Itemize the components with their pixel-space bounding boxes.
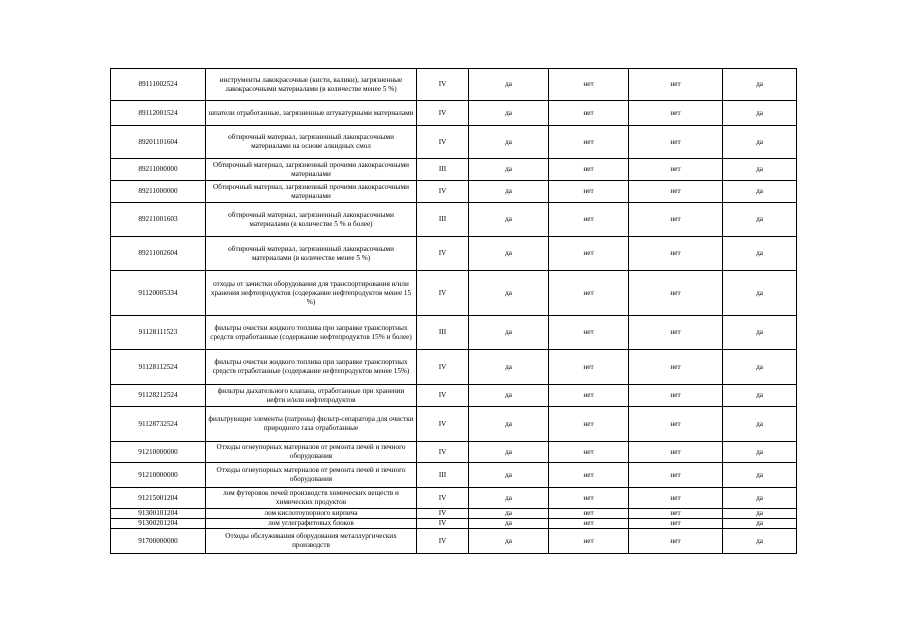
waste-code-cell: 91128111523 — [111, 316, 206, 350]
column-5-cell: нет — [549, 509, 629, 519]
hazard-class-cell: IV — [417, 385, 469, 407]
column-7-cell: да — [723, 126, 797, 159]
table-row — [111, 350, 797, 385]
column-7-cell: да — [723, 509, 797, 519]
column-5-cell: нет — [549, 529, 629, 554]
hazard-class-cell: IV — [417, 488, 469, 509]
hazard-class-cell: IV — [417, 271, 469, 316]
waste-name-cell: обтирочный материал, загрязненный лакокрасочными материалами на основе алкидных смол — [206, 126, 417, 159]
hazard-class-cell: IV — [417, 509, 469, 519]
table-row — [111, 488, 797, 509]
hazard-class-cell: III — [417, 316, 469, 350]
waste-name-cell: шпатели отработанные, загрязненные штукатурными материалами — [206, 101, 417, 126]
column-5-cell: нет — [549, 69, 629, 101]
column-4-cell: да — [469, 69, 549, 101]
column-7-cell: да — [723, 519, 797, 529]
waste-name-cell: фильтры очистки жидкого топлива при заправке транспортных средств отработанные (содержание нефтепродуктов 15% и более) — [206, 316, 417, 350]
waste-name-cell: фильтры дыхательного клапана, отработанные при хранении нефти и/или нефтепродуктов — [206, 385, 417, 407]
column-6-cell: нет — [629, 385, 723, 407]
column-6-cell: нет — [629, 442, 723, 463]
column-6-cell: нет — [629, 529, 723, 554]
column-6-cell: нет — [629, 203, 723, 237]
column-6-cell: нет — [629, 509, 723, 519]
hazard-class-cell: III — [417, 203, 469, 237]
column-6-cell: нет — [629, 488, 723, 509]
column-4-cell: да — [469, 159, 549, 181]
table-row — [111, 509, 797, 519]
column-6-cell: нет — [629, 316, 723, 350]
waste-code-cell: 91300201204 — [111, 519, 206, 529]
waste-name-cell: отходы от зачистки оборудования для транспортирования и/или хранения нефтепродуктов (содержание нефтепродуктов менее 15 %) — [206, 271, 417, 316]
hazard-class-cell: IV — [417, 181, 469, 203]
hazard-class-cell: IV — [417, 101, 469, 126]
waste-code-cell: 91128732524 — [111, 407, 206, 442]
table-row — [111, 519, 797, 529]
waste-name-cell: фильтры очистки жидкого топлива при заправке транспортных средств отработанные (содержание нефтепродуктов менее 15%) — [206, 350, 417, 385]
column-5-cell: нет — [549, 350, 629, 385]
column-5-cell: нет — [549, 181, 629, 203]
column-5-cell: нет — [549, 519, 629, 529]
hazard-class-cell: IV — [417, 237, 469, 271]
column-5-cell: нет — [549, 101, 629, 126]
column-5-cell: нет — [549, 385, 629, 407]
column-6-cell: нет — [629, 350, 723, 385]
column-7-cell: да — [723, 271, 797, 316]
column-6-cell: нет — [629, 101, 723, 126]
column-4-cell: да — [469, 442, 549, 463]
waste-name-cell: Обтирочный материал, загрязненный прочими лакокрасочными материалами — [206, 181, 417, 203]
column-6-cell: нет — [629, 159, 723, 181]
waste-code-cell: 91215001204 — [111, 488, 206, 509]
table-row — [111, 529, 797, 554]
column-6-cell: нет — [629, 407, 723, 442]
column-6-cell: нет — [629, 519, 723, 529]
waste-name-cell: фильтрующие элементы (патроны) фильтр-сепаратора для очистки природного газа отработанные — [206, 407, 417, 442]
column-5-cell: нет — [549, 237, 629, 271]
table-row — [111, 69, 797, 101]
column-7-cell: да — [723, 407, 797, 442]
waste-code-cell: 91120005334 — [111, 271, 206, 316]
column-6-cell: нет — [629, 237, 723, 271]
column-7-cell: да — [723, 181, 797, 203]
column-7-cell: да — [723, 316, 797, 350]
waste-name-cell: Обтирочный материал, загрязненный прочими лакокрасочными материалами — [206, 159, 417, 181]
column-5-cell: нет — [549, 316, 629, 350]
column-7-cell: да — [723, 101, 797, 126]
column-7-cell: да — [723, 529, 797, 554]
waste-name-cell: Отходы огнеупорных материалов от ремонта печей и печного оборудования — [206, 442, 417, 463]
waste-code-cell: 89211000000 — [111, 159, 206, 181]
waste-name-cell: Отходы огнеупорных материалов от ремонта печей и печного оборудования — [206, 463, 417, 488]
waste-code-cell: 89201101604 — [111, 126, 206, 159]
column-7-cell: да — [723, 350, 797, 385]
hazard-class-cell: IV — [417, 442, 469, 463]
column-4-cell: да — [469, 237, 549, 271]
column-4-cell: да — [469, 271, 549, 316]
column-4-cell: да — [469, 203, 549, 237]
table-row — [111, 237, 797, 271]
waste-code-cell: 91128112524 — [111, 350, 206, 385]
column-4-cell: да — [469, 529, 549, 554]
waste-table — [110, 68, 797, 554]
waste-code-cell: 89111002524 — [111, 69, 206, 101]
waste-code-cell: 89211000000 — [111, 181, 206, 203]
column-4-cell: да — [469, 509, 549, 519]
column-5-cell: нет — [549, 488, 629, 509]
column-7-cell: да — [723, 442, 797, 463]
column-4-cell: да — [469, 407, 549, 442]
waste-code-cell: 89211001603 — [111, 203, 206, 237]
hazard-class-cell: IV — [417, 126, 469, 159]
column-4-cell: да — [469, 350, 549, 385]
table-row — [111, 126, 797, 159]
hazard-class-cell: IV — [417, 407, 469, 442]
waste-code-cell: 91700000000 — [111, 529, 206, 554]
waste-name-cell: лом футеровок печей производств химических веществ и химических продуктов — [206, 488, 417, 509]
waste-code-cell: 91210000000 — [111, 442, 206, 463]
column-4-cell: да — [469, 126, 549, 159]
column-5-cell: нет — [549, 159, 629, 181]
table-row — [111, 159, 797, 181]
hazard-class-cell: III — [417, 463, 469, 488]
column-5-cell: нет — [549, 126, 629, 159]
column-5-cell: нет — [549, 271, 629, 316]
column-7-cell: да — [723, 69, 797, 101]
column-6-cell: нет — [629, 463, 723, 488]
column-4-cell: да — [469, 101, 549, 126]
column-4-cell: да — [469, 463, 549, 488]
waste-name-cell: обтирочный материал, загрязненный лакокрасочными материалами (в количестве менее 5 %) — [206, 237, 417, 271]
waste-name-cell: инструменты лакокрасочные (кисти, валики), загрязненные лакокрасочными материалами (в количестве менее 5 %) — [206, 69, 417, 101]
table-row — [111, 203, 797, 237]
column-4-cell: да — [469, 488, 549, 509]
table-row — [111, 385, 797, 407]
column-4-cell: да — [469, 181, 549, 203]
table-row — [111, 316, 797, 350]
column-5-cell: нет — [549, 442, 629, 463]
table-row — [111, 463, 797, 488]
column-7-cell: да — [723, 385, 797, 407]
hazard-class-cell: IV — [417, 519, 469, 529]
waste-code-cell: 91300101204 — [111, 509, 206, 519]
hazard-class-cell: IV — [417, 69, 469, 101]
column-5-cell: нет — [549, 407, 629, 442]
waste-name-cell: лом углеграфитовых блоков — [206, 519, 417, 529]
column-4-cell: да — [469, 385, 549, 407]
table-row — [111, 271, 797, 316]
column-7-cell: да — [723, 203, 797, 237]
table-row — [111, 442, 797, 463]
column-4-cell: да — [469, 316, 549, 350]
waste-code-cell: 89112001524 — [111, 101, 206, 126]
hazard-class-cell: IV — [417, 350, 469, 385]
column-7-cell: да — [723, 488, 797, 509]
hazard-class-cell: III — [417, 159, 469, 181]
column-4-cell: да — [469, 519, 549, 529]
column-6-cell: нет — [629, 181, 723, 203]
table-body — [111, 69, 797, 554]
table-row — [111, 181, 797, 203]
column-7-cell: да — [723, 159, 797, 181]
column-7-cell: да — [723, 237, 797, 271]
column-7-cell: да — [723, 463, 797, 488]
column-5-cell: нет — [549, 203, 629, 237]
column-6-cell: нет — [629, 126, 723, 159]
waste-code-cell: 91210000000 — [111, 463, 206, 488]
waste-name-cell: обтирочный материал, загрязненный лакокрасочными материалами (в количестве 5 % и более) — [206, 203, 417, 237]
waste-code-cell: 91128212524 — [111, 385, 206, 407]
column-5-cell: нет — [549, 463, 629, 488]
hazard-class-cell: IV — [417, 529, 469, 554]
column-6-cell: нет — [629, 69, 723, 101]
waste-name-cell: лом кислотоупорного кирпича — [206, 509, 417, 519]
waste-code-cell: 89211002604 — [111, 237, 206, 271]
waste-name-cell: Отходы обслуживания оборудования металлургических производств — [206, 529, 417, 554]
column-6-cell: нет — [629, 271, 723, 316]
table-row — [111, 407, 797, 442]
table-row — [111, 101, 797, 126]
